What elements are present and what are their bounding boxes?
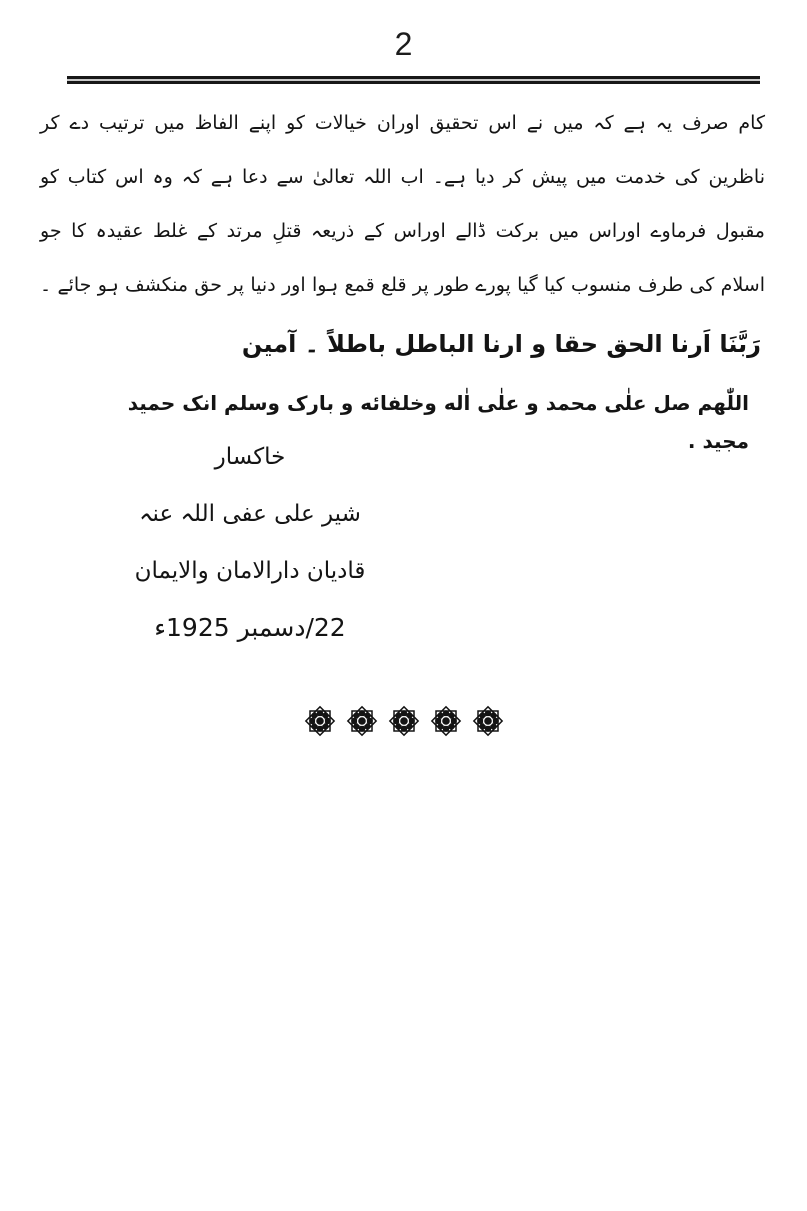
eight-point-star-rosette-icon xyxy=(429,704,463,738)
header-double-rule xyxy=(67,76,760,84)
salawat-line: اللّٰهم صل علٰی محمد و علٰی اٰله وخلفائه و بارک وسلم انک حمید مجید . xyxy=(127,391,749,453)
paragraph-line: مقبول فرماوے اوراس میں برکت ڈالے اوراس کے ذریعہ قتلِ مرتد کے غلط عقیدہ کا جو xyxy=(40,220,765,242)
page-number: 2 xyxy=(394,26,413,62)
signature-block xyxy=(116,432,384,660)
signature-salutation: خاکسار xyxy=(214,444,286,470)
eight-point-star-rosette-icon xyxy=(387,704,421,738)
arabic-prayer-line: رَبَّنَا اَرنا الحق حقا و ارنا الباطل باطلاً ۔ آمین xyxy=(241,330,761,358)
ornament-row xyxy=(0,704,807,738)
paragraph-line: کام صرف یہ ہے کہ میں نے اس تحقیق اوران خیالات کو اپنے الفاظ میں ترتیب دے کر xyxy=(40,112,765,134)
eight-point-star-rosette-icon xyxy=(303,704,337,738)
signature-name: شیر علی عفی اللہ عنہ xyxy=(139,501,361,527)
paragraph-line: اسلام کی طرف منسوب کیا گیا پورے طور پر قلع قمع ہوا اور دنیا پر حق منکشف ہو جائے ۔ xyxy=(40,274,765,296)
signature-date: 22/دسمبر 1925ء xyxy=(154,613,346,642)
eight-point-star-rosette-icon xyxy=(471,704,505,738)
paragraph-line: ناظرین کی خدمت میں پیش کر دیا ہے۔ اب اللہ تعالیٰ سے دعا ہے کہ وہ اس کتاب کو xyxy=(40,166,765,188)
body-paragraph xyxy=(40,96,765,312)
signature-place: قادیان دارالامان والایمان xyxy=(134,558,366,584)
eight-point-star-rosette-icon xyxy=(345,704,379,738)
